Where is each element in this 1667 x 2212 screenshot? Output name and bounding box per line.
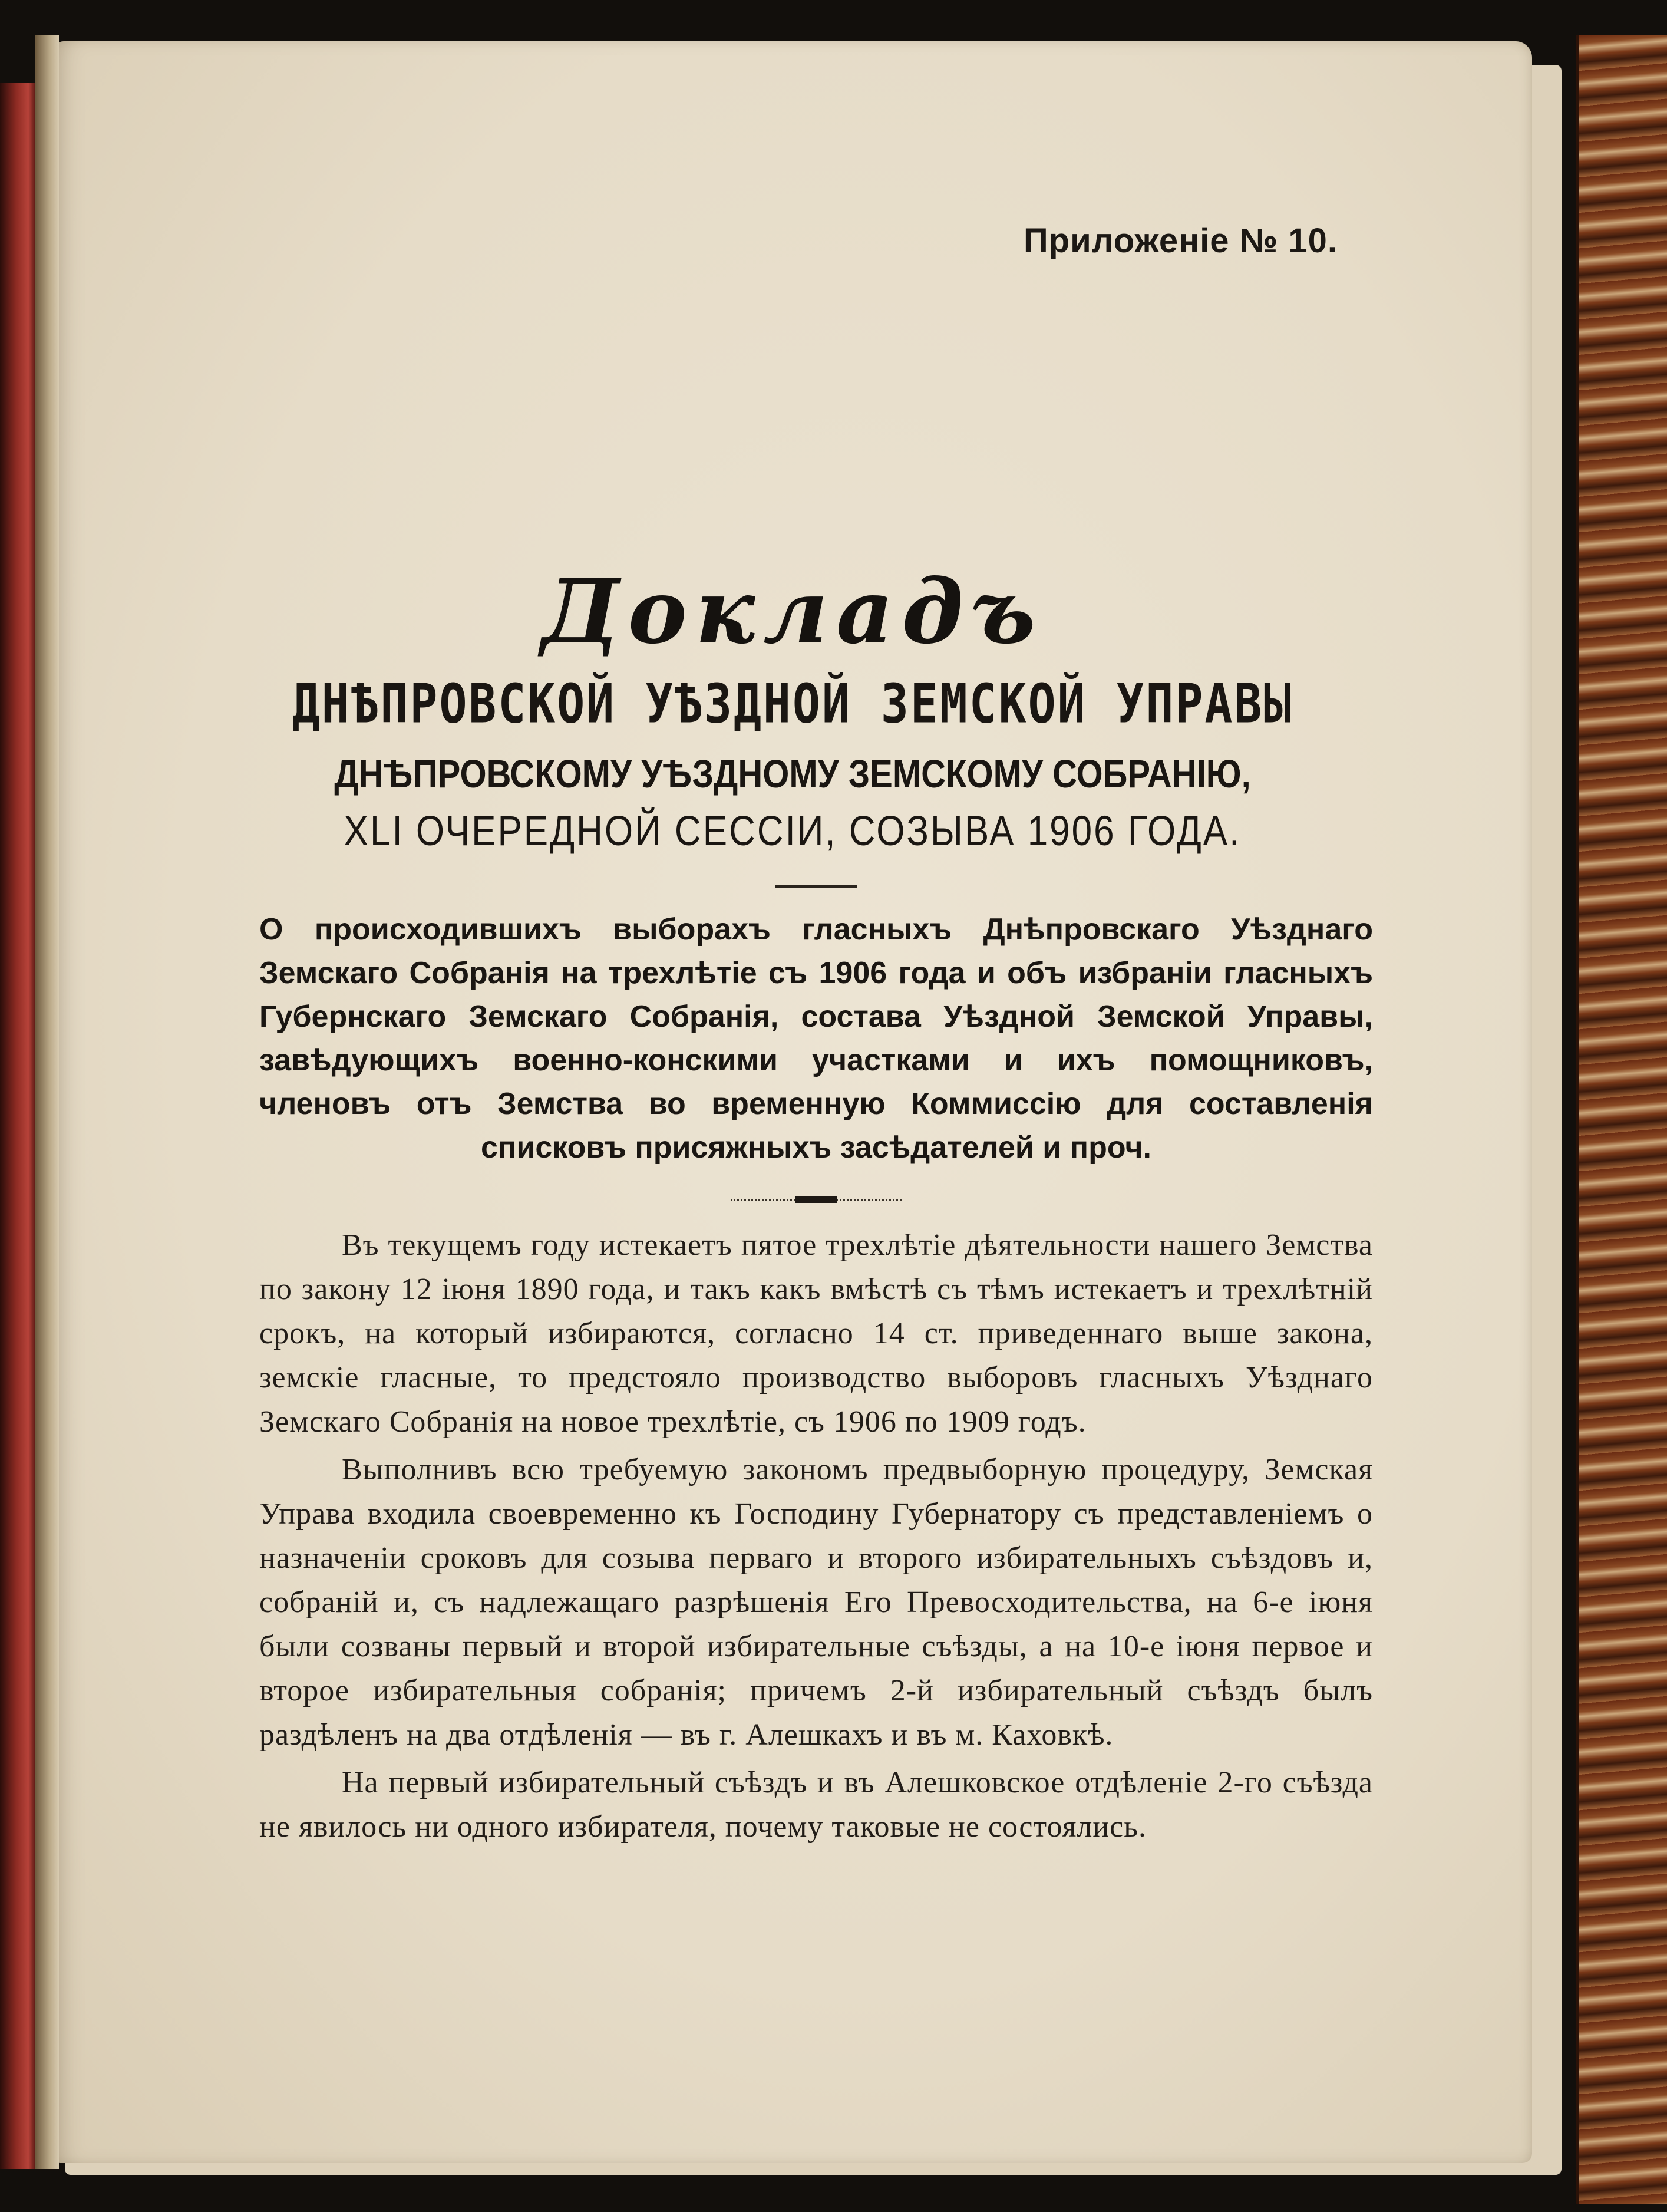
binding-edge-left: [0, 83, 35, 2169]
document-page: [53, 41, 1532, 2163]
document-title: Докладъ: [541, 560, 1044, 664]
paragraph: Выполнивъ всю требуемую закономъ предвыборную процедуру, Земская Управа входила своевременно къ Господину Губернатору съ представленіемъ о назначеніи сроковъ для созыва перваго и второго избирательныхъ съѣздовъ и, собраній и, съ надлежащаго разрѣшенія Его Превосходительства, на 6-е іюня были созваны первый и второй избирательные съѣзды, а на 10-е іюня первое и второе избирательныя собранія; причемъ 2-й избирательный съѣздъ былъ раздѣленъ на два отдѣленія — въ г. Алешкахъ и въ м. Каховкѣ.: [259, 1453, 1373, 1752]
heading-line-3: XLI ОЧЕРЕДНОЙ СЕССІИ, СОЗЫВА 1906 ГОДА.: [344, 807, 1242, 855]
paragraph: На первый избирательный съѣздъ и въ Алешковское отдѣленіе 2-го съѣзда не явилось ни одного избирателя, почему таковые не состоялись.: [259, 1766, 1373, 1844]
book-cover-edge: [1576, 35, 1667, 2204]
appendix-label: Приложеніе № 10.: [1023, 222, 1338, 260]
body-text: [259, 1223, 1373, 1852]
paragraph: Въ текущемъ году истекаетъ пятое трехлѣтіе дѣятельности нашего Земства по закону 12 іюня 1890 года, и такъ какъ вмѣстѣ съ тѣмъ истекаетъ и трехлѣтній срокъ, на который избираются, согласно 14 ст. приведеннаго выше закона, земскіе гласные, то предстояло производство выборовъ гласныхъ Уѣзднаго Земскаго Собранія на новое трехлѣтіе, съ 1906 по 1909 годъ.: [259, 1228, 1373, 1439]
divider-bar: [795, 1196, 837, 1203]
summary-text: О происходившихъ выборахъ гласныхъ Днѣпровскаго Уѣзднаго Земскаго Собранія на трехлѣтіе съ 1906 года и объ избраніи гласныхъ Губернскаго Земскаго Собранія, состава Уѣздной Земской Управы, завѣдующихъ военно-конскими участками и ихъ помощниковъ, членовъ отъ Земства во временную Коммиссію для составленія списковъ присяжныхъ засѣдателей и проч.: [259, 912, 1373, 1165]
page-content: [53, 41, 1532, 2163]
heading-line-2: ДНѢПРОВСКОМУ УѢЗДНОМУ ЗЕМСКОМУ СОБРАНІЮ,: [334, 752, 1251, 796]
divider-rule: [775, 885, 857, 888]
heading-line-1: ДНѢПРОВСКОЙ УѢЗДНОЙ ЗЕМСКОЙ УПРАВЫ: [292, 672, 1293, 736]
page-gutter-shadow: [35, 35, 59, 2169]
ornamental-divider: [731, 1196, 902, 1204]
